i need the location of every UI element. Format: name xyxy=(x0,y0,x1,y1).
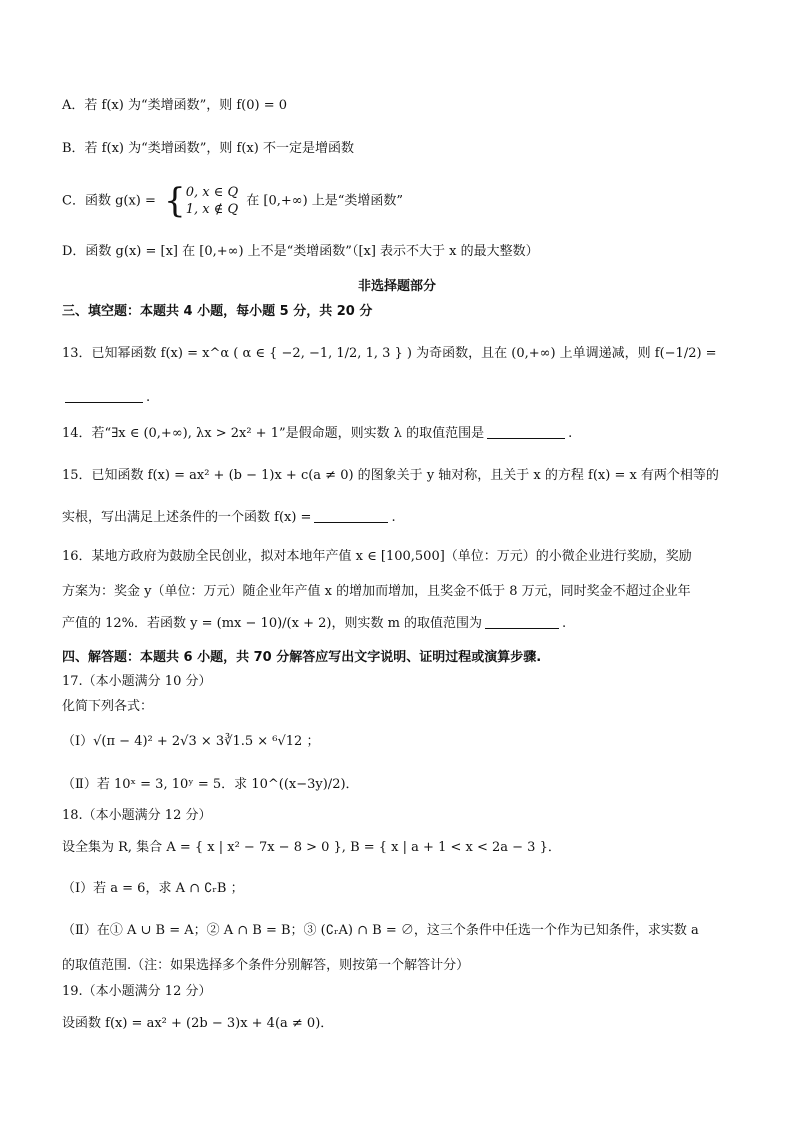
question-16-line2: 方案为：奖金 y（单位：万元）随企业年产值 x 的增加而增加，且奖金不低于 8 万元，同时奖金不超过企业年 xyxy=(62,584,691,599)
q15-text: 实根，写出满足上述条件的一个函数 f(x) = xyxy=(62,510,312,525)
q17-part-ii: （Ⅱ）若 10ˣ = 3, 10ʸ = 5．求 10^((x−3y)/2)． xyxy=(62,777,359,792)
q18-part-ii-line1: （Ⅱ）在① A ∪ B = A；② A ∩ B = B；③ (∁ᵣA) ∩ B = ∅，这三个条件中任选一个作为已知条件，求实数 a xyxy=(62,923,699,938)
piecewise-case-1: 0, x ∈ Q xyxy=(185,184,239,200)
piecewise-cases xyxy=(164,182,238,220)
q12-option-c xyxy=(62,182,403,221)
question-14 xyxy=(62,424,572,444)
piecewise-case-2: 1, x ∉ Q xyxy=(185,201,239,217)
question-16-line1: 16．某地方政府为鼓励全民创业，拟对本地年产值 x ∈ [100,500]（单位：万元）的小微企业进行奖励，奖励 xyxy=(62,549,692,564)
question-13 xyxy=(62,344,717,364)
q12-option-a: A．若 f(x) 为“类增函数”，则 f(0) = 0 xyxy=(62,98,288,113)
question-15-line1: 15．已知函数 f(x) = ax² + (b − 1)x + c(a ≠ 0) 的图象关于 y 轴对称，且关于 x 的方程 f(x) = x 有两个相等的 xyxy=(62,468,719,483)
q12-option-c-suffix: 在 [0,+∞) 上是“类增函数” xyxy=(246,193,404,209)
q14-text: 14．若“∃x ∈ (0,+∞), λx > 2x² + 1”是假命题，则实数 λ 的取值范围是 xyxy=(62,426,485,441)
q18-intro: 设全集为 R, 集合 A = { x | x² − 7x − 8 > 0 }, B = { x | a + 1 < x < 2a − 3 }． xyxy=(62,840,561,855)
q16-text: 产值的 12%．若函数 y = (mx − 10)/(x + 2)，则实数 m 的取值范围为 xyxy=(62,616,483,631)
q18-title: 18.（本小题满分 12 分） xyxy=(62,808,212,823)
answer-blank[interactable] xyxy=(485,614,559,629)
q13-text: 13．已知幂函数 f(x) = x^α ( α ∈ { −2, −1, 1/2, 1, 3 } ) 为奇函数，且在 (0,+∞) 上单调递减，则 f(−1/2) = xyxy=(62,346,717,361)
part2-title: 非选择题部分 xyxy=(357,279,436,294)
q13-answer-line xyxy=(62,388,150,408)
answer-blank[interactable] xyxy=(65,388,143,403)
q17-title: 17.（本小题满分 10 分） xyxy=(62,674,212,689)
q18-part-i: （Ⅰ）若 a = 6，求 A ∩ ∁ᵣB ； xyxy=(62,881,244,896)
q12-option-b: B．若 f(x) 为“类增函数”，则 f(x) 不一定是增函数 xyxy=(62,141,354,156)
left-brace-icon: { xyxy=(164,180,186,221)
q15-end: . xyxy=(391,510,396,525)
answer-blank[interactable] xyxy=(487,424,565,439)
question-16-line3 xyxy=(62,614,566,634)
q19-title: 19.（本小题满分 12 分） xyxy=(62,984,212,999)
q13-end: . xyxy=(146,390,151,405)
section4-header: 四、解答题：本题共 6 小题，共 70 分解答应写出文字说明、证明过程或演算步骤. xyxy=(62,650,542,665)
question-15-line2 xyxy=(62,508,396,528)
q12-option-d: D．函数 g(x) = [x] 在 [0,+∞) 上不是“类增函数”（[x] 表示不大于 x 的最大整数） xyxy=(62,244,539,259)
q12-option-c-prefix: C．函数 g(x) = xyxy=(62,193,156,209)
q16-end: . xyxy=(562,616,567,631)
answer-blank[interactable] xyxy=(314,508,388,523)
q18-part-ii-line2: 的取值范围.（注：如果选择多个条件分别解答，则按第一个解答计分） xyxy=(62,958,470,973)
q14-end: . xyxy=(568,426,573,441)
section3-header: 三、填空题：本题共 4 小题，每小题 5 分，共 20 分 xyxy=(62,304,373,319)
q19-intro: 设函数 f(x) = ax² + (2b − 3)x + 4(a ≠ 0)． xyxy=(62,1016,334,1031)
q17-intro: 化简下列各式： xyxy=(62,699,154,714)
q17-part-i: （Ⅰ）√(π − 4)² + 2√3 × 3∛1.5 × ⁶√12 ； xyxy=(62,734,320,749)
